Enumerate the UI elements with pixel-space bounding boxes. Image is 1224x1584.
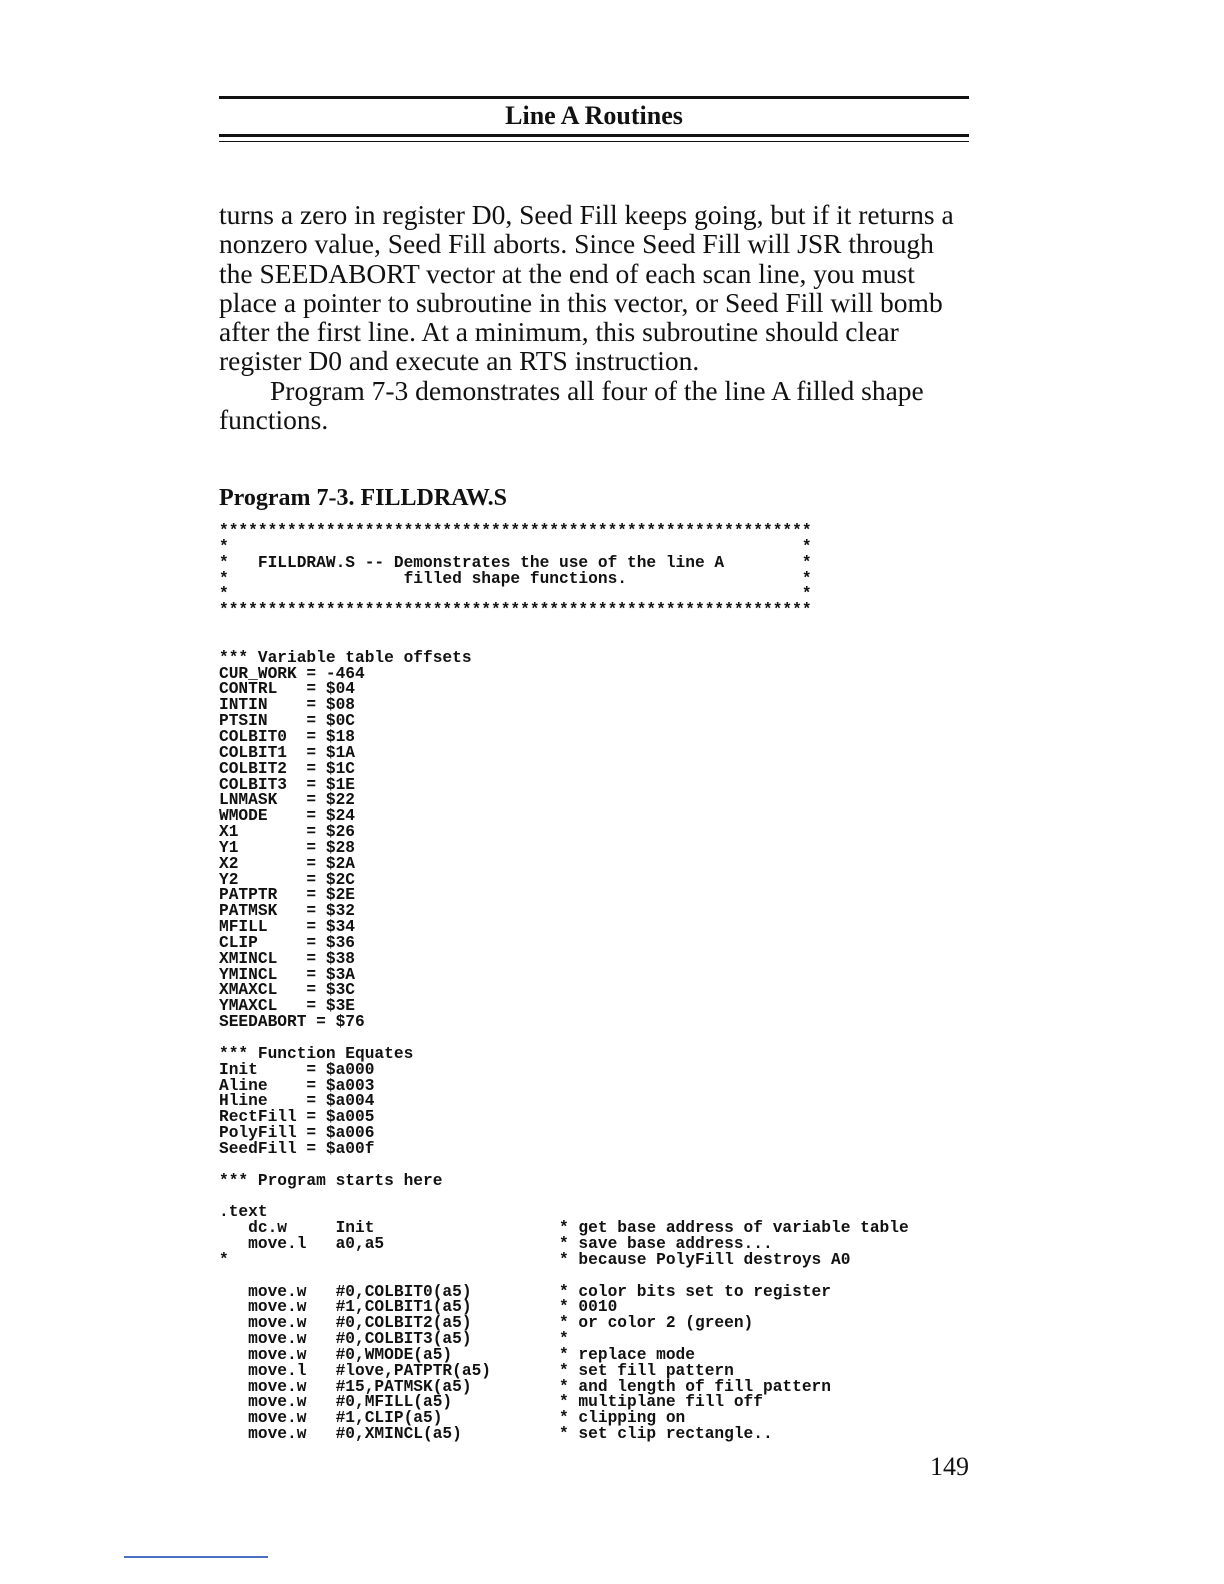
code-line bbox=[219, 619, 909, 635]
code-line: move.l #love,PATPTR(a5) * set fill pattern bbox=[219, 1361, 734, 1380]
code-line: PTSIN = $0C bbox=[219, 712, 355, 731]
code-line: COLBIT2 = $1C bbox=[219, 759, 355, 778]
paragraph-seed-fill: turns a zero in register D0, Seed Fill keeps going, but if it returns a nonzero value, Seed Fill aborts. Since Seed Fill will JSR through the SEEDABORT vector at the end of each scan line, you must place a pointer to subroutine in this vector, or Seed Fill will bomb after the first line. At a minimum, this subroutine should clear register D0 and execute an RTS instruction. bbox=[219, 199, 954, 377]
code-line: move.w #15,PATMSK(a5) * and length of fill pattern bbox=[219, 1377, 831, 1396]
code-line: WMODE = $24 bbox=[219, 807, 355, 826]
code-line: LNMASK = $22 bbox=[219, 791, 355, 810]
paragraph-program-intro: Program 7-3 demonstrates all four of the line A filled shape functions. bbox=[219, 374, 924, 436]
code-line: Hline = $a004 bbox=[219, 1092, 375, 1111]
code-line: RectFill = $a005 bbox=[219, 1108, 375, 1127]
code-line: Init = $a000 bbox=[219, 1060, 375, 1079]
code-line: MFILL = $34 bbox=[219, 918, 355, 937]
code-line: YMINCL = $3A bbox=[219, 965, 355, 984]
code-line: Aline = $a003 bbox=[219, 1076, 375, 1095]
code-line: XMAXCL = $3C bbox=[219, 981, 355, 1000]
code-line: YMAXCL = $3E bbox=[219, 997, 355, 1016]
code-line: Y2 = $2C bbox=[219, 870, 355, 889]
code-line: PATPTR = $2E bbox=[219, 886, 355, 905]
code-line: *** Variable table offsets bbox=[219, 648, 472, 667]
code-line: CUR_WORK = -464 bbox=[219, 664, 365, 683]
code-line bbox=[219, 1189, 909, 1205]
code-line: PATMSK = $32 bbox=[219, 902, 355, 921]
code-line: Y1 = $28 bbox=[219, 838, 355, 857]
code-line: move.w #1,COLBIT1(a5) * 0010 bbox=[219, 1298, 618, 1317]
code-line: * * because PolyFill destroys A0 bbox=[219, 1250, 851, 1269]
code-line: COLBIT1 = $1A bbox=[219, 743, 355, 762]
code-line: CONTRL = $04 bbox=[219, 680, 355, 699]
code-line: * * bbox=[219, 585, 812, 604]
code-line: move.w #0,WMODE(a5) * replace mode bbox=[219, 1345, 695, 1364]
header-rule-bottom-thin bbox=[219, 141, 969, 142]
code-line: * * bbox=[219, 537, 812, 556]
code-line: dc.w Init * get base address of variable table bbox=[219, 1219, 909, 1238]
code-line: *** Program starts here bbox=[219, 1171, 443, 1190]
code-line: INTIN = $08 bbox=[219, 696, 355, 715]
code-line: move.w #0,COLBIT3(a5) * bbox=[219, 1330, 569, 1349]
code-line: X2 = $2A bbox=[219, 854, 355, 873]
code-line: CLIP = $36 bbox=[219, 933, 355, 952]
code-line: X1 = $26 bbox=[219, 823, 355, 842]
code-line: *** Function Equates bbox=[219, 1044, 414, 1063]
program-title: Program 7-3. FILLDRAW.S bbox=[219, 485, 508, 511]
header-rule-bottom-thick bbox=[219, 134, 969, 137]
code-line: * filled shape functions. * bbox=[219, 569, 812, 588]
code-line: move.w #0,COLBIT0(a5) * color bits set to register bbox=[219, 1282, 831, 1301]
code-line: move.w #0,MFILL(a5) * multiplane fill off bbox=[219, 1393, 763, 1412]
code-line: move.w #1,CLIP(a5) * clipping on bbox=[219, 1409, 686, 1428]
body-text bbox=[219, 200, 969, 434]
footnote-rule bbox=[124, 1556, 268, 1558]
code-line: SeedFill = $a00f bbox=[219, 1139, 375, 1158]
code-line: SEEDABORT = $76 bbox=[219, 1013, 365, 1032]
header-rule-top bbox=[219, 96, 969, 99]
code-line: XMINCL = $38 bbox=[219, 949, 355, 968]
code-line: move.w #0,COLBIT2(a5) * or color 2 (green) bbox=[219, 1314, 754, 1333]
code-line: COLBIT3 = $1E bbox=[219, 775, 355, 794]
code-listing bbox=[219, 524, 909, 1443]
code-line: PolyFill = $a006 bbox=[219, 1124, 375, 1143]
page-number: 149 bbox=[930, 1452, 969, 1481]
code-line: * FILLDRAW.S -- Demonstrates the use of the line A * bbox=[219, 553, 812, 572]
code-line: .text bbox=[219, 1203, 268, 1222]
code-line: ************************************************************* bbox=[219, 522, 812, 540]
running-header-title: Line A Routines bbox=[505, 101, 683, 130]
code-line: COLBIT0 = $18 bbox=[219, 727, 355, 746]
code-line: move.w #0,XMINCL(a5) * set clip rectangle.. bbox=[219, 1425, 773, 1444]
code-line: move.l a0,a5 * save base address... bbox=[219, 1234, 773, 1253]
code-line: ************************************************************* bbox=[219, 601, 812, 620]
